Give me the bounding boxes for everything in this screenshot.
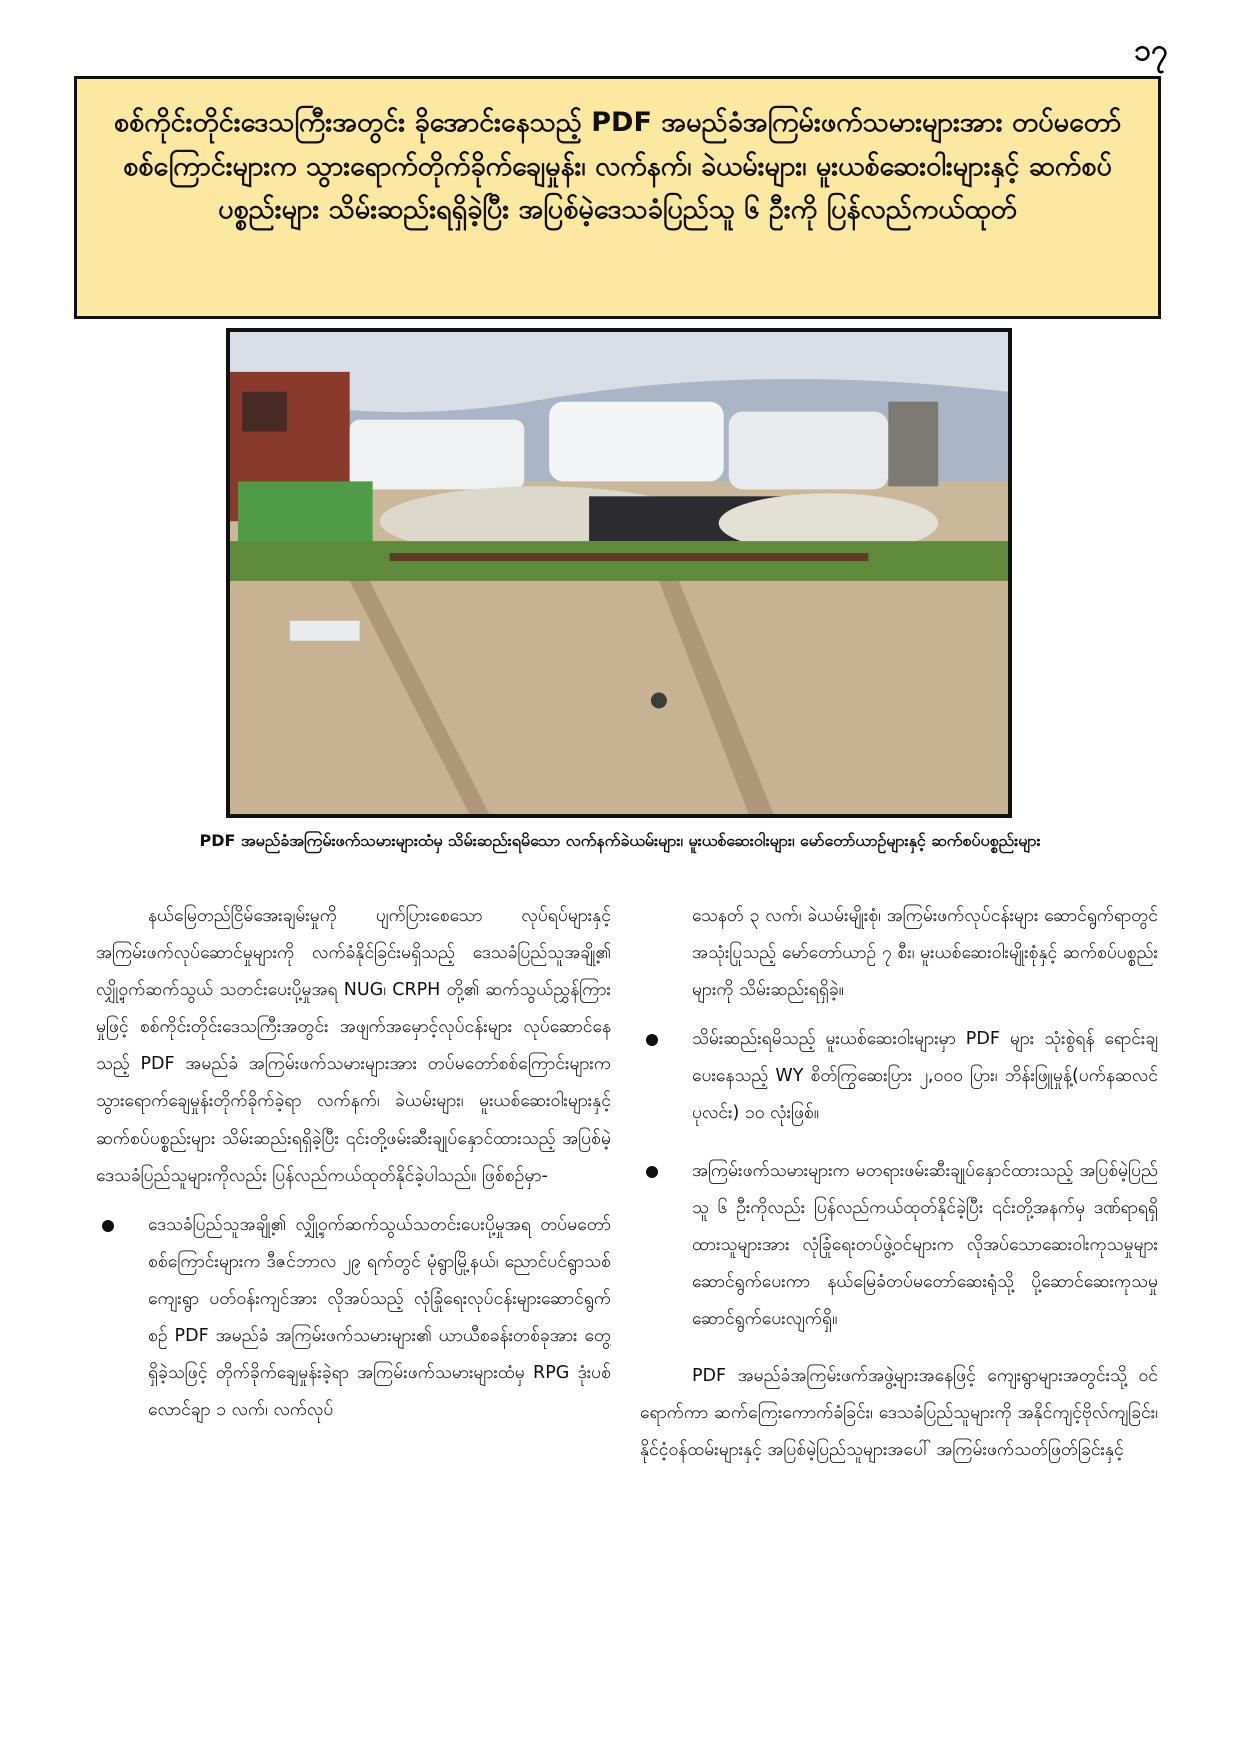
page-number: ၁၇	[1134, 33, 1168, 68]
intro-paragraph: နယ်မြေတည်ငြိမ်အေးချမ်းမှုကို ပျက်ပြားစေသော လုပ်ရပ်များနှင့် အကြမ်းဖက်လုပ်ဆောင်မှုများကို လက်ခံနိုင်ခြင်းမရှိသည့် ဒေသခံပြည်သူအချို့၏ လျှို့ဝှက်ဆက်သွယ် သတင်းပေးပို့မှုအရ NUG၊ CRPH တို့၏ ဆက်သွယ်ညွှန်ကြားမှုဖြင့် စစ်ကိုင်းတိုင်းဒေသကြီးအတွင်း အဖျက်အမှောင့်လုပ်ငန်းများ လုပ်ဆောင်နေသည့် PDF အမည်ခံ အကြမ်းဖက်သမားများအား တပ်မတော်စစ်ကြောင်းများက သွားရောက်ချေမှုန်းတိုက်ခိုက်ခဲ့ရာ လက်နက်၊ ခဲယမ်းများ၊ မူးယစ်ဆေးဝါးများနှင့်ဆက်စပ်ပစ္စည်းများ သိမ်းဆည်းရရှိခဲ့ပြီး ၎င်းတို့ဖမ်းဆီးချုပ်နှောင်ထားသည့် အပြစ်မဲ့ဒေသခံပြည်သူများကိုလည်း ပြန်လည်ကယ်ထုတ်နိုင်ခဲ့ပါသည်။ ဖြစ်စဉ်မှာ-	[96, 906, 611, 1186]
photo-green-bags	[238, 481, 373, 551]
photo-grenade	[651, 693, 667, 709]
bullet-icon	[102, 1220, 114, 1232]
photo-caption: PDF အမည်ခံအကြမ်းဖက်သမားများထံမှ သိမ်းဆည်းရမိသော လက်နက်ခဲယမ်းများ၊ မူးယစ်ဆေးဝါးများ၊ မော်တော်ယာဉ်များနှင့် ဆက်စပ်ပစ္စည်းများ	[199, 831, 1041, 850]
bullet-icon	[646, 1166, 658, 1178]
left-column	[96, 898, 611, 1738]
bullet-item-3	[640, 1153, 1158, 1338]
photo-car-middle	[549, 402, 724, 482]
bullet-item-2	[640, 1021, 1158, 1132]
news-photo	[226, 328, 1012, 818]
bullet-item-1	[96, 1207, 611, 1430]
headline-box	[74, 76, 1161, 319]
photo-sand-ground	[230, 581, 1008, 814]
photo-truck-window	[242, 392, 287, 432]
photo-weapons-row	[390, 553, 869, 561]
bullet-1-continuation: သေနတ် ၃ လက်၊ ခဲယမ်းမျိုးစုံ၊ အကြမ်းဖက်လုပ်ငန်းများ ဆောင်ရွက်ရာတွင် အသုံးပြုသည့် မော်တော်ယာဉ် ၇ စီး၊ မူးယစ်ဆေးဝါးမျိုးစုံနှင့် ဆက်စပ်ပစ္စည်းများကို သိမ်းဆည်းရရှိခဲ့။	[692, 906, 1158, 1001]
seized-weapons-and-vehicles-photo-icon	[230, 332, 1008, 814]
bullet-text: ဒေသခံပြည်သူအချို့၏ လျှို့ဝှက်ဆက်သွယ်သတင်းပေးပို့မှုအရ တပ်မတော်စစ်ကြောင်းများက ဒီဇင်ဘာလ ၂၉ ရက်တွင် မုံရွာမြို့နယ်၊ ညောင်ပင်ရွာသစ်ကျေးရွာ ပတ်ဝန်းကျင်အား လိုအပ်သည့် လုံခြုံရေးလုပ်ငန်းများဆောင်ရွက်စဉ် PDF အမည်ခံ အကြမ်းဖက်သမားများ၏ ယာယီစခန်းတစ်ခုအား တွေ့ရှိခဲ့သဖြင့် တိုက်ခိုက်ချေမှုန်းခဲ့ရာ အကြမ်းဖက်သမားများထံမှ RPG ဒုံးပစ်လောင်ချာ ၁ လက်၊ လက်လုပ်	[148, 1214, 611, 1421]
photo-plastic-bag	[290, 621, 360, 641]
bullet-text: သိမ်းဆည်းရမိသည့် မူးယစ်ဆေးဝါးများမှာ PDF များ သုံးစွဲရန် ရောင်းချပေးနေသည့် WY စိတ်ကြွဆေးပြား ၂,၀၀၀ ပြား၊ ဘိန်းဖြူမှုန့်(ပက်နဆလင်ပုလင်း) ၁၀ လုံးဖြစ်။	[692, 1029, 1158, 1124]
bullet-icon	[646, 1034, 658, 1046]
photo-car-wheel	[888, 402, 938, 487]
closing-paragraph: PDF အမည်ခံအကြမ်းဖက်အဖွဲ့များအနေဖြင့် ကျေးရွာများအတွင်းသို့ ဝင်ရောက်ကာ ဆက်ကြေးကောက်ခံခြင်း၊ ဒေသခံပြည်သူများကို အနိုင်ကျင့်ဗိုလ်ကျခြင်း၊ နိုင်ငံ့ဝန်ထမ်းများနှင့် အပြစ်မဲ့ပြည်သူများအပေါ် အကြမ်းဖက်သတ်ဖြတ်ခြင်းနှင့်	[640, 1366, 1158, 1461]
photo-car-right	[729, 412, 889, 490]
photo-car-left	[350, 420, 525, 490]
right-column	[640, 898, 1158, 1738]
headline-text: စစ်ကိုင်းတိုင်းဒေသကြီးအတွင်း ခိုအောင်းနေသည့် PDF အမည်ခံအကြမ်းဖက်သမားများအား တပ်မတော်စစ်ကြောင်းများက သွားရောက်တိုက်ခိုက်ချေမှုန်း၊ လက်နက်၊ ခဲယမ်းများ၊ မူးယစ်ဆေးဝါးများနှင့် ဆက်စပ်ပစ္စည်းများ သိမ်းဆည်းရရှိခဲ့ပြီး အပြစ်မဲ့ဒေသခံပြည်သူ ၆ ဦးကို ပြန်လည်ကယ်ထုတ်	[113, 107, 1122, 226]
bullet-text: အကြမ်းဖက်သမားများက မတရားဖမ်းဆီးချုပ်နှောင်ထားသည့် အပြစ်မဲ့ပြည်သူ ၆ ဦးကိုလည်း ပြန်လည်ကယ်ထုတ်နိုင်ခဲ့ပြီး ၎င်းတို့အနက်မှ ဒဏ်ရာရရှိထားသူများအား လုံခြုံရေးတပ်ဖွဲ့ဝင်များက လိုအပ်သောဆေးဝါးကုသမှုများ ဆောင်ရွက်ပေးကာ နယ်မြေခံတပ်မတော်ဆေးရုံသို့ ပို့ဆောင်ဆေးကုသမှု ဆောင်ရွက်ပေးလျက်ရှိ။	[692, 1160, 1158, 1329]
